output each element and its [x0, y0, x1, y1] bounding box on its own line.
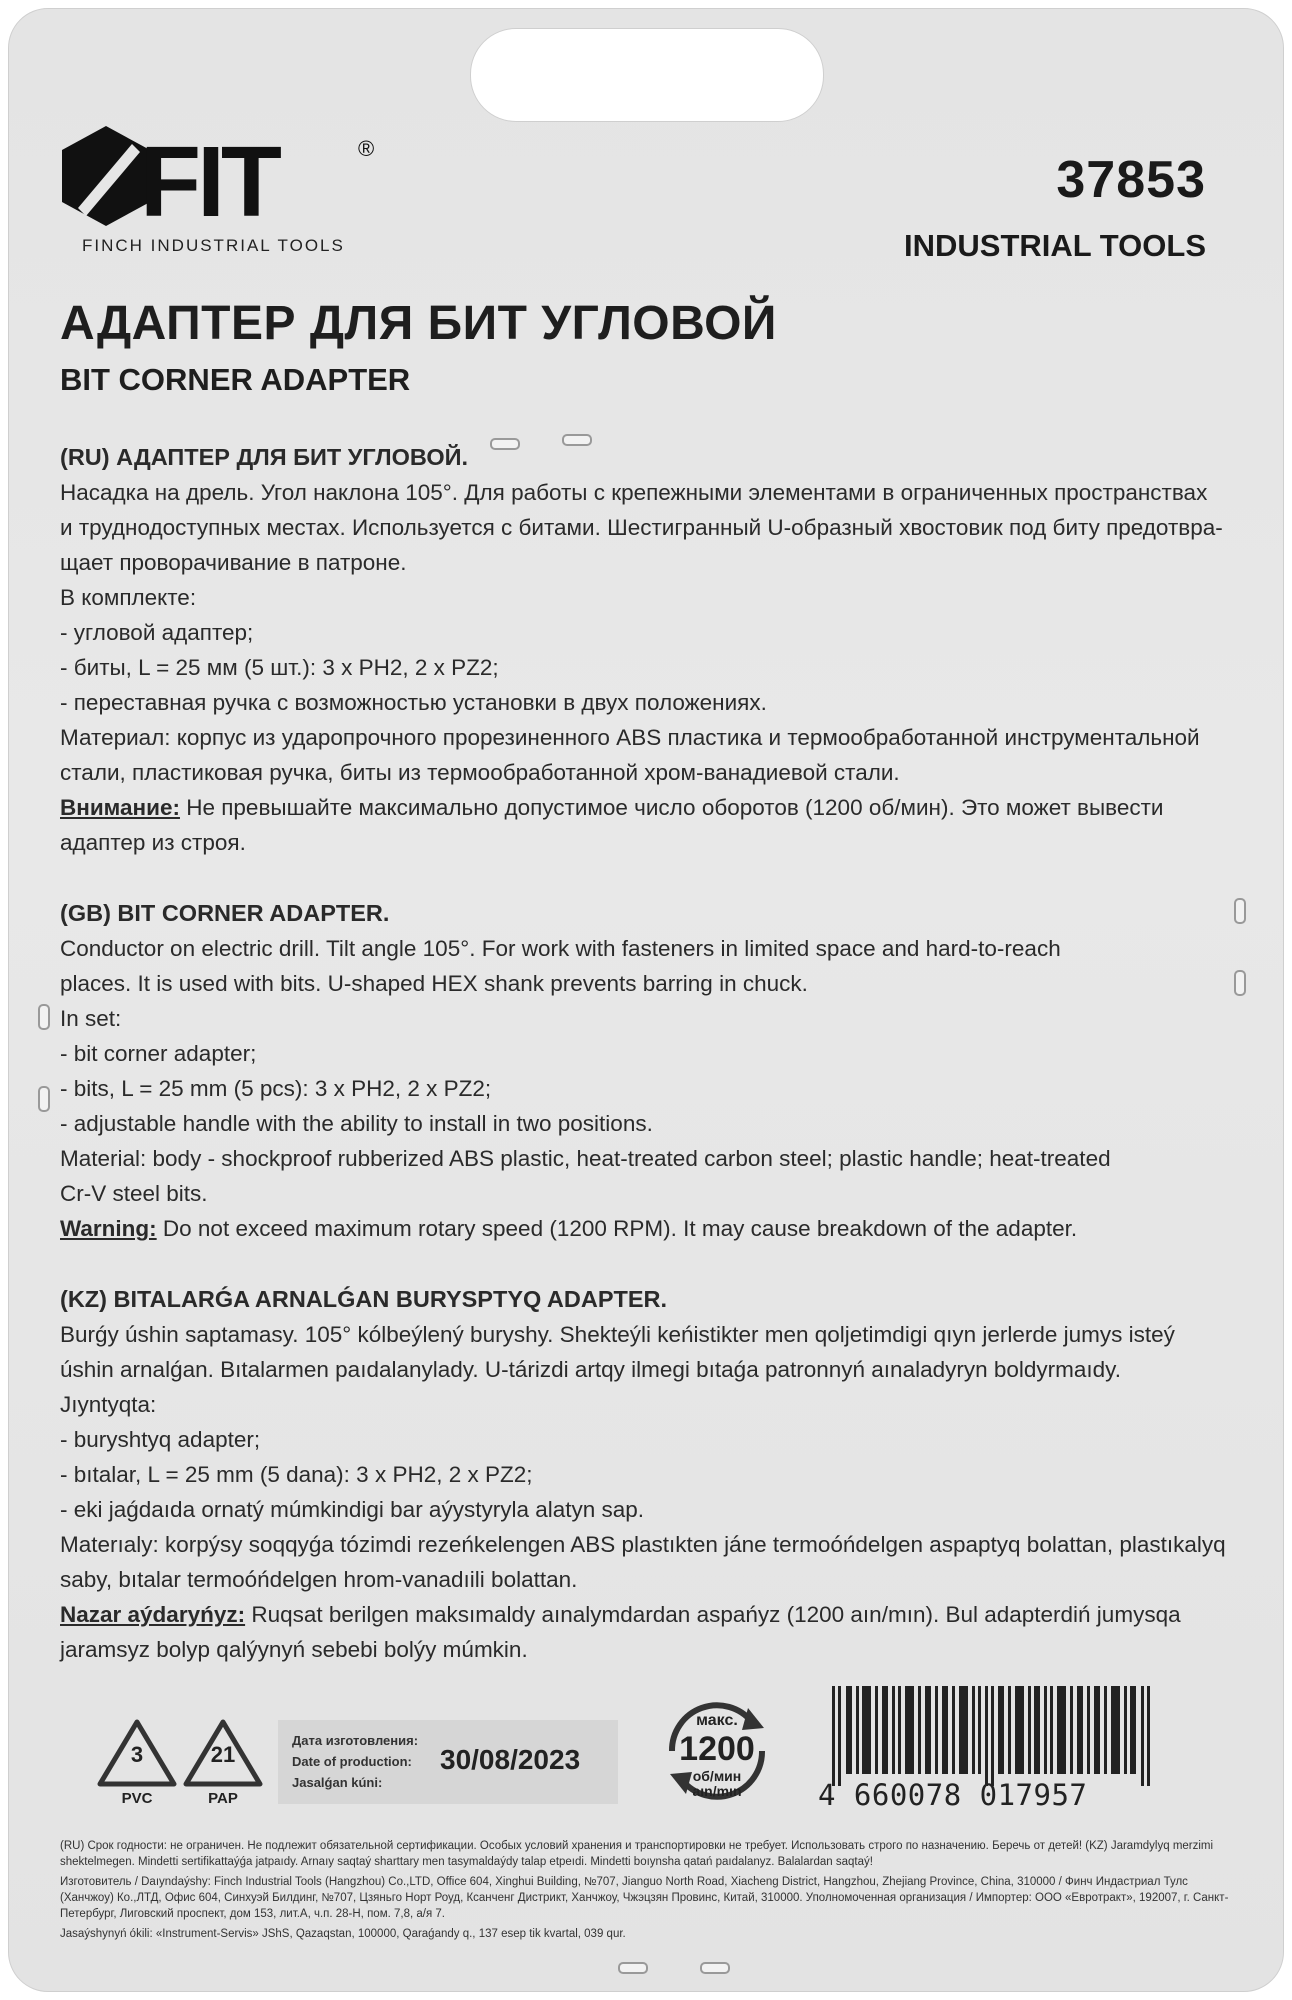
barcode-bars	[832, 1686, 1150, 1786]
section-heading-gb: (GB) BIT CORNER ADAPTER.	[60, 900, 390, 926]
recycling-material: PAP	[208, 1790, 238, 1807]
fine-print-representative: Jasaýshynyń ókili: «Instrument-Servis» JShS, Qazaqstan, 100000, Qaraǵandy q., 137 esep tik kvartal, 039 qur.	[60, 1928, 626, 1940]
barcode-digits: 4 660078 017957	[818, 1778, 1088, 1812]
fine-print-storage: (RU) Срок годности: не ограничен. Не подлежит обязательной сертификации. Особых условий хранения и транспортировки не требует. Использовать строго по назначению. Беречь от детей! (KZ) Jaramdylyq merzimi shektelmegen. Mindetti sertifikattaýǵa jatpaıdy. Arnaıy saqtaý sharttary men tasymaldaýdy talap etpeıdi. Mindetti boıynsha qatań paıdalanyz. Balalardan saqtaý!	[60, 1840, 1214, 1868]
rpm-unit-ru: об/мин	[692, 1768, 742, 1784]
text-line: In set:	[60, 1006, 122, 1031]
warning-label-ru: Внимание:	[60, 795, 180, 820]
warning-text: Не превышайте максимально допустимое число оборотов (1200 об/мин). Это может вывести	[179, 795, 1164, 820]
text-line: стали, пластиковая ручка, биты из термообработанной хром-ванадиевой стали.	[60, 760, 900, 785]
production-date-labels	[292, 1730, 418, 1793]
fine-print	[60, 1838, 1236, 1946]
text-line: - bits, L = 25 mm (5 pcs): 3 x PH2, 2 x PZ2;	[60, 1076, 492, 1101]
warning-label-gb: Warning:	[60, 1216, 157, 1241]
warning-ru	[60, 790, 1210, 825]
blister-clip	[38, 1004, 50, 1030]
fine-print-manufacturer: Изготовитель / Daıyndaýshy: Finch Industrial Tools (Hangzhou) Co.,LTD, Office 604, Xinghui Building, №707, Jianguo North Road, Xiacheng District, Hangzhou, Zhejiang Province, China, 310000 / Финч Индастриал Тулс (Ханчжоу) Ко.,ЛТД, Офис 604, Синхуэй Билдинг, №707, Цзяньго Норт Роуд, Ксанченг Дистрикт, Ханчжоу, Чжэцзян Провинс, Китай, 310000. Уполномоченная организация / Импортер: ООО «Евротракт», 192007, г. Санкт-Петербург, Лиговский проспект, дом 153, лит.А, ч.п. 28-Н, пом. 7,8, а/я 7.	[60, 1876, 1229, 1920]
blister-clip	[490, 438, 520, 450]
text-line: Насадка на дрель. Угол наклона 105°. Для работы с крепежными элементами в ограниченных пространствах	[60, 480, 1208, 505]
blister-clip	[562, 434, 592, 446]
recycling-symbol-pap	[182, 1716, 264, 1810]
text-line: Burǵy úshin saptamasy. 105° kólbeýlený buryshy. Shekteýli keńistikter men qoljetimdigi qıyn jerlerde jumys isteý	[60, 1322, 1175, 1347]
recycling-symbol-pvc	[96, 1716, 178, 1810]
text-line: úshin arnalǵan. Bıtalarmen paıdalanylady. U-tárizdi artqy ilmegi bıtaǵa patronnyń aınaladyryn boldyrmaıdy.	[60, 1357, 1121, 1382]
text-line: адаптер из строя.	[60, 830, 246, 855]
text-line: places. It is used with bits. U-shaped HEX shank prevents barring in chuck.	[60, 971, 808, 996]
text-line: - buryshtyq adapter;	[60, 1427, 261, 1452]
blister-clip	[1234, 970, 1246, 996]
text-line: Jıyntyqta:	[60, 1392, 157, 1417]
rpm-max-label: макс.	[696, 1712, 738, 1729]
production-label-kz: Jasalǵan kúni:	[292, 1775, 383, 1790]
text-line: - bit corner adapter;	[60, 1041, 257, 1066]
rpm-unit-kz: aın/mın	[692, 1783, 742, 1799]
logo-tagline: FINCH INDUSTRIAL TOOLS	[82, 236, 345, 255]
blister-clip	[38, 1086, 50, 1112]
rpm-value: 1200	[679, 1730, 755, 1768]
production-label-ru: Дата изготовления:	[292, 1733, 419, 1748]
article-number: 37853	[1056, 151, 1206, 209]
text-line: Conductor on electric drill. Tilt angle 105°. For work with fasteners in limited space and hard-to-reach	[60, 936, 1061, 961]
production-date-box	[278, 1720, 618, 1804]
ean-barcode	[818, 1686, 1158, 1810]
product-title-ru: АДАПТЕР ДЛЯ БИТ УГЛОВОЙ	[60, 297, 777, 350]
max-rpm-badge	[652, 1686, 782, 1816]
product-title-en: BIT CORNER ADAPTER	[60, 362, 411, 397]
description-kz	[60, 1282, 1226, 1667]
recycling-material: PVC	[121, 1790, 153, 1807]
description-gb	[60, 896, 1210, 1246]
text-line: и труднодоступных местах. Используется с битами. Шестигранный U-образный хвостовик под биту предотвра-	[60, 515, 1223, 540]
text-line: Cr-V steel bits.	[60, 1181, 208, 1206]
blister-clip	[618, 1962, 648, 1974]
section-heading-kz: (KZ) BITALARǴA ARNALǴAN BURYSPTYQ ADAPTER.	[60, 1286, 668, 1312]
production-label-en: Date of production:	[292, 1754, 412, 1769]
description-ru	[60, 440, 1223, 860]
section-heading-ru: (RU) АДАПТЕР ДЛЯ БИТ УГЛОВОЙ.	[60, 444, 469, 470]
text-line: jaramsyz bolyp qalýynyń sebebi bolýy múmkin.	[60, 1637, 528, 1662]
text-line: - переставная ручка с возможностью установки в двух положениях.	[60, 690, 767, 715]
text-line: - eki jaǵdaıda ornatý múmkindigi bar aýystyryla alatyn sap.	[60, 1497, 645, 1522]
text-line: Material: body - shockproof rubberized ABS plastic, heat-treated carbon steel; plastic handle; heat-treated	[60, 1146, 1111, 1171]
registered-mark: ®	[358, 136, 375, 161]
category-label: INDUSTRIAL TOOLS	[904, 228, 1206, 263]
brand-logo	[58, 118, 378, 268]
warning-kz	[60, 1597, 1210, 1632]
warning-label-kz: Nazar aýdaryńyz:	[60, 1602, 246, 1627]
text-line: - угловой адаптер;	[60, 620, 254, 645]
text-line: Materıaly: korpýsy soqqyǵa tózimdi rezeńkelengen ABS plastıkten jáne termoóńdelgen aspaptyq bolattan, plastıkalyq	[60, 1532, 1226, 1557]
hang-hole	[470, 28, 824, 122]
recycling-code: 3	[130, 1742, 144, 1767]
text-line: В комплекте:	[60, 585, 197, 610]
production-date: 30/08/2023	[440, 1744, 581, 1775]
text-line: щает проворачивание в патроне.	[60, 550, 407, 575]
text-line: - bıtalar, L = 25 mm (5 dana): 3 x PH2, 2 x PZ2;	[60, 1462, 533, 1487]
blister-clip	[1234, 898, 1246, 924]
text-line: saby, bıtalar termoóńdelgen hrom-vanadıili bolattan.	[60, 1567, 578, 1592]
warning-gb	[60, 1211, 1210, 1246]
recycling-code: 21	[210, 1742, 236, 1767]
text-line: - adjustable handle with the ability to install in two positions.	[60, 1111, 653, 1136]
warning-text: Do not exceed maximum rotary speed (1200 RPM). It may cause breakdown of the adapter.	[156, 1216, 1078, 1241]
text-line: Материал: корпус из ударопрочного прорезиненного ABS пластика и термообработанной инструментальной	[60, 725, 1200, 750]
text-line: - биты, L = 25 мм (5 шт.): 3 x PH2, 2 x PZ2;	[60, 655, 499, 680]
warning-text: Ruqsat berilgen maksımaldy aınalymdardan aspańyz (1200 aın/mın). Bul adapterdiń jumysqa	[245, 1602, 1181, 1627]
logo-wordmark: FIT	[140, 126, 278, 238]
blister-clip	[700, 1962, 730, 1974]
